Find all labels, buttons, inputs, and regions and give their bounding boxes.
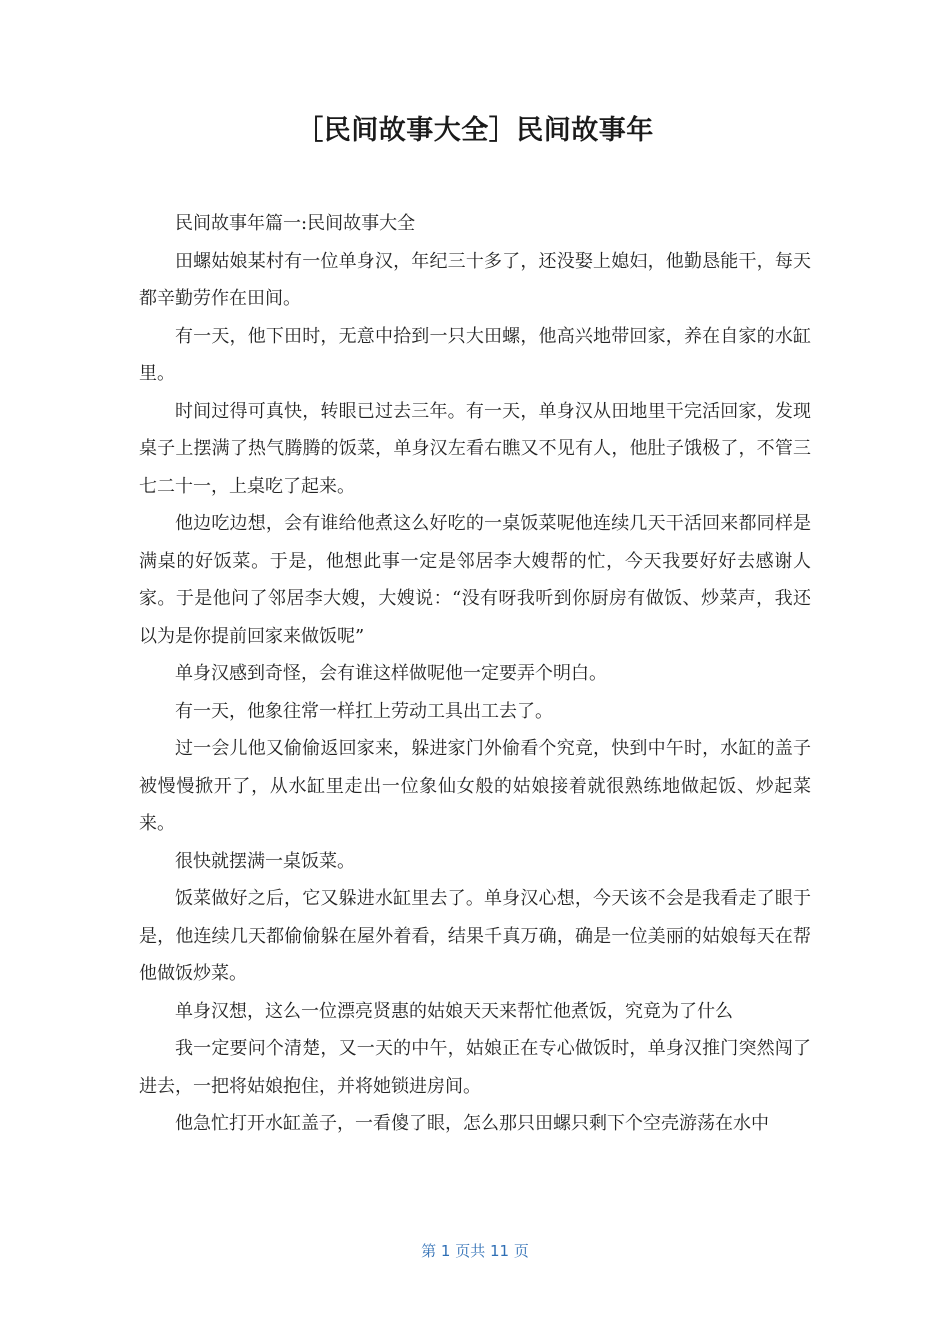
paragraph: 他急忙打开水缸盖子，一看傻了眼，怎么那只田螺只剩下个空壳游荡在水中: [175, 1113, 769, 1134]
document-body: [139, 205, 811, 1143]
paragraph: 很快就摆满一桌饭菜。: [175, 850, 355, 872]
paragraph: 单身汉想，这么一位漂亮贤惠的姑娘天天来帮忙他煮饭，究竟为了什么: [175, 1000, 733, 1022]
paragraph: 单身汉感到奇怪，会有谁这样做呢他一定要弄个明白。: [175, 663, 607, 684]
page-number-footer: 第 1 页共 11 页: [421, 1242, 529, 1260]
paragraph: 饭菜做好之后，它又躲进水缸里去了。单身汉心想，今天该不会是我看走了眼于是，他连续几天都偷偷躲在屋外着看，结果千真万确，确是一位美丽的姑娘每天在帮他做饭炒菜。: [139, 888, 811, 984]
paragraph: 我一定要问个清楚，又一天的中午，姑娘正在专心做饭时，单身汉推门突然闯了进去，一把将姑娘抱住，并将她锁进房间。: [139, 1038, 811, 1097]
paragraph: 过一会儿他又偷偷返回家来，躲进家门外偷看个究竟，快到中午时，水缸的盖子被慢慢掀开了，从水缸里走出一位象仙女般的姑娘接着就很熟练地做起饭、炒起菜来。: [139, 738, 811, 834]
paragraph: 民间故事年篇一:民间故事大全: [175, 213, 416, 234]
paragraph: 他边吃边想，会有谁给他煮这么好吃的一桌饭菜呢他连续几天干活回来都同样是满桌的好饭菜。于是，他想此事一定是邻居李大嫂帮的忙，今天我要好好去感谢人家。于是他问了邻居李大嫂，大嫂说：“没有呀我听到你厨房有做饭、炒菜声，我还以为是你提前回家来做饭呢”: [139, 513, 811, 647]
document-title: ［民间故事大全］民间故事年: [296, 115, 654, 146]
paragraph: 时间过得可真快，转眼已过去三年。有一天，单身汉从田地里干完活回家，发现桌子上摆满了热气腾腾的饭菜，单身汉左看右瞧又不见有人，他肚子饿极了，不管三七二十一，上桌吃了起来。: [139, 400, 811, 497]
paragraph: 有一天，他下田时，无意中拾到一只大田螺，他高兴地带回家，养在自家的水缸里。: [139, 325, 811, 384]
paragraph: 有一天，他象往常一样扛上劳动工具出工去了。: [175, 700, 553, 722]
paragraph: 田螺姑娘某村有一位单身汉，年纪三十多了，还没娶上媳妇，他勤恳能干，每天都辛勤劳作在田间。: [139, 250, 811, 309]
